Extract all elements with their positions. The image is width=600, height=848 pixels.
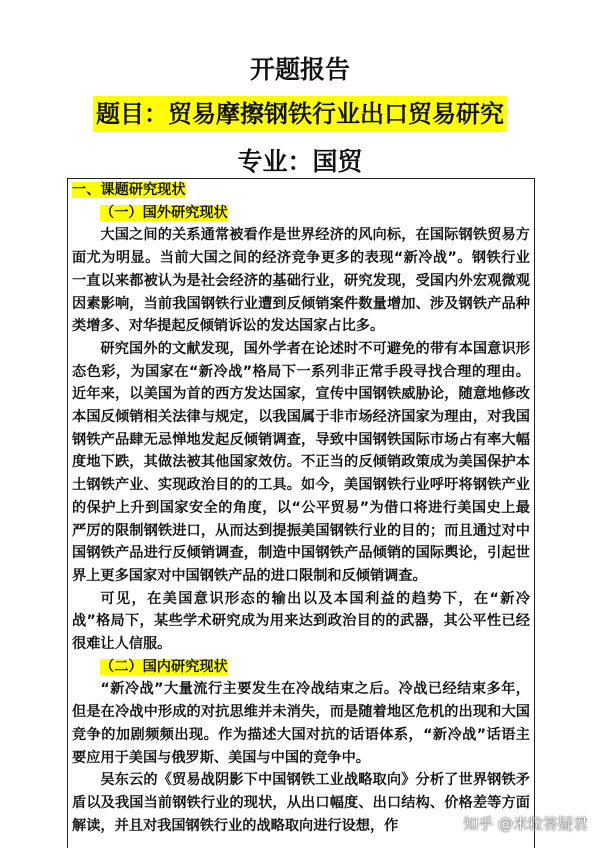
section-heading xyxy=(72,179,530,202)
content-frame xyxy=(67,178,535,848)
paragraph-2: 研究国外的文献发现，国外学者在论述时不可避免的带有本国意识形态色彩，为国家在“新冷战”格局下一系列非正常手段寻找合理的理由。近年来，以美国为首的西方发达国家，宣传中国钢铁威胁论，随意地修改本国反倾销相关法律与规定，以我国属于非市场经济国家为理由，对我国钢铁产品肆无忌惮地发起反倾销调查，导致中国钢铁国际市场占有率大幅度地下跌，其做法被其他国家效仿。不正当的反倾销政策成为美国保护本土钢铁产业、实现政治目的的工具。如今，美国钢铁行业呼吁将钢铁产业的保护上升到国家安全的角度，以“公平贸易”为借口将进行美国史上最严厉的限制钢铁进口，从而达到提振美国钢铁行业的目的；而且通过对中国钢铁产品进行反倾销调查，制造中国钢铁产品倾销的国际舆论，引起世界上更多国家对中国钢铁产品的进口限制和反倾销调查。 xyxy=(72,340,530,584)
subsection-foreign xyxy=(72,202,530,225)
paragraph-3: 可见，在美国意识形态的输出以及本国利益的趋势下，在“新冷战”格局下，某些学术研究成为用来达到政治目的的武器，其公平性已经很难让人信服。 xyxy=(72,590,530,653)
report-title: 开题报告 xyxy=(249,55,350,84)
major-line: 专业：国贸 xyxy=(237,147,363,176)
subsection-foreign-text: （一）国外研究现状 xyxy=(100,204,228,221)
subject-title: 题目：贸易摩擦钢铁行业出口贸易研究 xyxy=(93,96,507,132)
watermark: 知乎 @米粒答疑君 xyxy=(463,815,588,833)
paragraph-4: “新冷战”大量流行主要发生在冷战结束之后。冷战已经结束多年，但是在冷战中形成的对抗思维并未消失，而是随着地区危机的出现和大国竞争的加剧频频出现。作为描述大国对抗的话语体系，“新冷战”话语主要应用于美国与俄罗斯、美国与中国的竞争中。 xyxy=(72,681,530,766)
content-body xyxy=(68,179,534,837)
paragraph-1: 大国之间的关系通常被看作是世界经济的风向标，在国际钢铁贸易方面尤为明显。当前大国之间的经济竞争更多的表现“新冷战”。钢铁行业一直以来都被认为是社会经济的基础行业，研究发现，受国内外宏观微观因素影响，当前我国钢铁行业遭到反倾销案件数量增加、涉及钢铁产品种类增多、对华提起反倾销诉讼的发达国家占比多。 xyxy=(72,227,530,335)
paragraph-5: 吴东云的《贸易战阴影下中国钢铁工业战略取向》分析了世界钢铁矛盾以及我国当前钢铁行业的现状，从出口幅度、出口结构、价格差等方面解读，并且对我国钢铁行业的战略取向进行设想，作 xyxy=(72,772,530,834)
subsection-domestic-text: （二）国内研究现状 xyxy=(100,658,228,675)
subsection-domestic xyxy=(72,656,530,679)
section-heading-text: 一、课题研究现状 xyxy=(72,182,186,198)
subject-line xyxy=(0,96,600,132)
